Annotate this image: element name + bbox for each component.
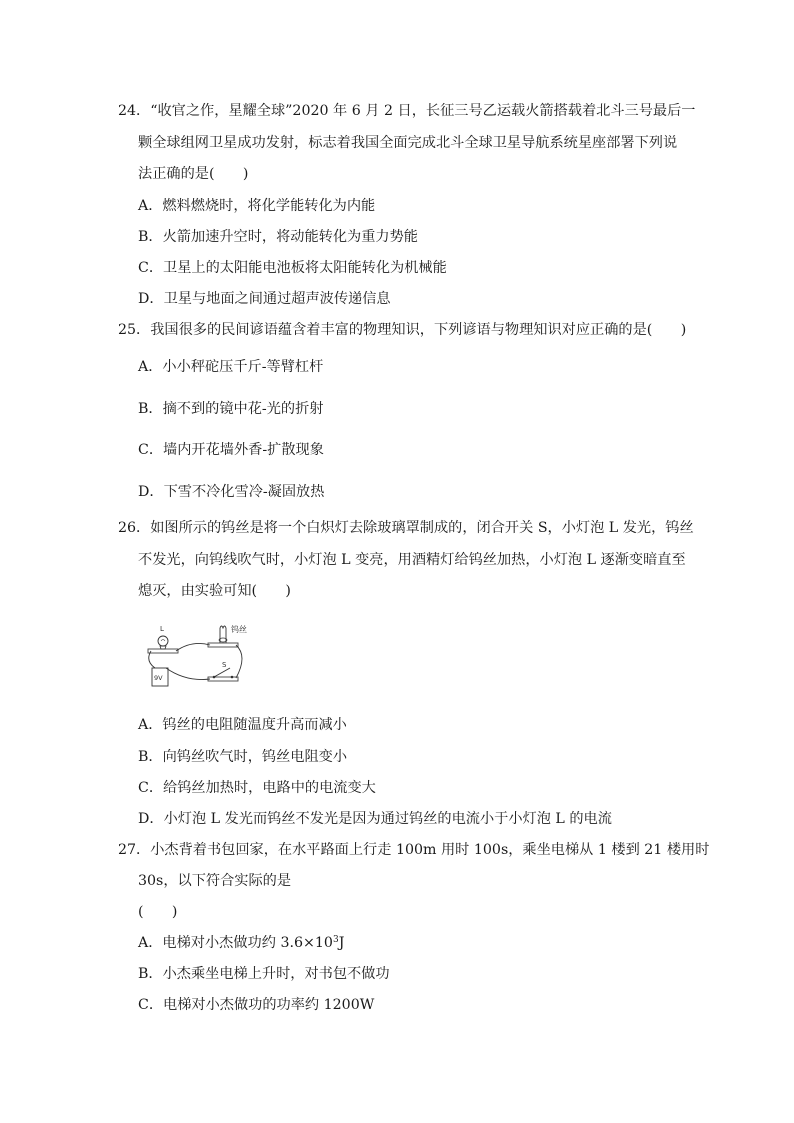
circuit-diagram (146, 606, 256, 696)
question-26-option-b: B．向钨丝吹气时，钨丝电阻变小 (138, 749, 348, 765)
option-a-suffix: J (338, 935, 345, 951)
question-24-option-b: B．火箭加速升空时，将动能转化为重力势能 (138, 229, 418, 245)
question-27-option-b: B．小杰乘坐电梯上升时，对书包不做功 (138, 966, 390, 982)
question-26-stem-line-1: 26．如图所示的钨丝是将一个白炽灯去除玻璃罩制成的，闭合开关 S，小灯泡 L 发光，钨丝 (118, 520, 694, 536)
tungsten-label: 钨丝 (231, 625, 247, 634)
question-25-option-c: C．墙内开花墙外香-扩散现象 (138, 442, 324, 458)
battery-label: 9V (154, 674, 163, 682)
question-25-option-a: A．小小秤砣压千斤-等臂杠杆 (138, 359, 324, 375)
question-24-stem-line-1: 24．“收官之作，星耀全球”2020 年 6 月 2 日，长征三号乙运载火箭搭载着北斗三号最后一 (118, 103, 696, 119)
switch-label: S (222, 661, 227, 669)
question-26-option-c: C．给钨丝加热时，电路中的电流变大 (138, 780, 376, 796)
question-27-option-c: C．电梯对小杰做功的功率约 1200W (138, 997, 375, 1013)
question-24-option-d: D．卫星与地面之间通过超声波传递信息 (138, 291, 391, 307)
lamp-label: L (160, 625, 164, 633)
question-26-option-d: D．小灯泡 L 发光而钨丝不发光是因为通过钨丝的电流小于小灯泡 L 的电流 (138, 811, 612, 827)
question-24-stem-line-2: 颗全球组网卫星成功发射，标志着我国全面完成北斗全球卫星导航系统星座部署下列说 (138, 135, 678, 151)
question-25-stem-line-1: 25．我国很多的民间谚语蕴含着丰富的物理知识，下列谚语与物理知识对应正确的是( ) (118, 322, 687, 338)
question-24-stem-line-3: 法正确的是( ) (138, 166, 249, 182)
question-26-stem-line-3: 熄灭，由实验可知( ) (138, 583, 291, 599)
question-25-option-b: B．摘不到的镜中花-光的折射 (138, 401, 324, 417)
question-26-stem-line-2: 不发光，向钨线吹气时，小灯泡 L 变亮，用酒精灯给钨丝加热，小灯泡 L 逐渐变暗直至 (138, 552, 686, 568)
question-24-option-a: A．燃料燃烧时，将化学能转化为内能 (138, 198, 376, 214)
question-24-option-c: C．卫星上的太阳能电池板将太阳能转化为机械能 (138, 260, 447, 276)
question-26-option-a: A．钨丝的电阻随温度升高而减小 (138, 717, 347, 733)
question-27-stem-line-3: ( ) (138, 904, 178, 920)
question-27-stem-line-1: 27．小杰背着书包回家，在水平路面上行走 100m 用时 100s，乘坐电梯从 1 楼到 21 楼用时 (118, 842, 710, 858)
lamp-icon (158, 636, 168, 649)
question-25-option-d: D．下雪不冷化雪冷-凝固放热 (138, 484, 325, 500)
option-a-prefix: A．电梯对小杰做功约 3.6×10 (138, 935, 333, 951)
question-27-stem-line-2: 30s，以下符合实际的是 (138, 873, 292, 889)
option-a-exponent: 3 (332, 935, 339, 945)
tungsten-filament-icon (219, 626, 227, 643)
question-27-option-a (138, 934, 344, 952)
